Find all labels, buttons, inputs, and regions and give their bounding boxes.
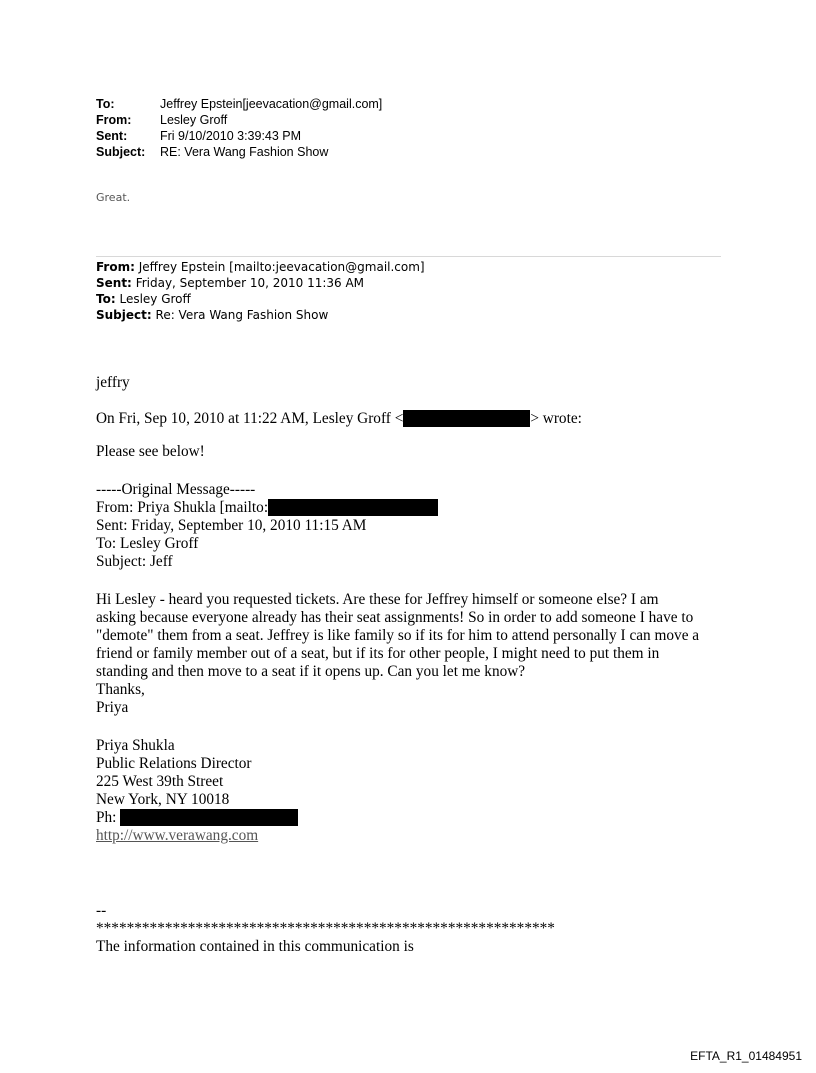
body-line: friend or family member out of a seat, but if its for other people, I might need to put them in: [96, 645, 660, 662]
fwd-subject-value: Re: Vera Wang Fashion Show: [155, 308, 329, 322]
reply-body: Great.: [96, 191, 131, 204]
website-link[interactable]: http://www.verawang.com: [96, 827, 259, 844]
to-label: To:: [96, 97, 115, 111]
orig-from: From: Priya Shukla [mailto:: [96, 499, 269, 516]
body-line: standing and then move to a seat if it opens up. Can you let me know?: [96, 663, 526, 680]
header-subject-row: [96, 144, 382, 160]
subject-value: RE: Vera Wang Fashion Show: [160, 145, 329, 159]
body-line: "demote" them from a seat. Jeffrey is like family so if its for him to attend personally I can move a: [96, 627, 700, 644]
original-message-header: [96, 481, 438, 571]
forwarded-header: [96, 259, 425, 323]
body-line: Priya: [96, 699, 129, 716]
subject-label: Subject:: [96, 145, 146, 159]
from-value: Lesley Groff: [160, 113, 228, 127]
signature-block: [96, 737, 298, 845]
signature-line: 225 West 39th Street: [96, 773, 224, 790]
header-to-row: [96, 96, 382, 112]
fwd-subject-row: [96, 307, 425, 323]
orig-from-row: [96, 499, 438, 517]
original-marker: -----Original Message-----: [96, 481, 256, 498]
separator-stars: ************************************************************: [96, 920, 555, 937]
fwd-subject-label: Subject:: [96, 308, 152, 322]
please-see-text: Please see below!: [96, 443, 205, 460]
orig-to: To: Lesley Groff: [96, 535, 199, 552]
fwd-sent-label: Sent:: [96, 276, 132, 290]
sent-label: Sent:: [96, 129, 128, 143]
disclaimer-text: The information contained in this communication is: [96, 938, 414, 955]
email-header: [96, 96, 382, 160]
fwd-sent-row: [96, 275, 425, 291]
body-line: asking because everyone already has their seat assignments! So in order to add someone I have to: [96, 609, 694, 626]
signature-line: Priya Shukla: [96, 737, 175, 754]
quote-intro: [96, 410, 582, 428]
fwd-sent-value: Friday, September 10, 2010 11:36 AM: [135, 276, 365, 290]
phone-label: Ph:: [96, 809, 117, 826]
original-body: [96, 591, 699, 717]
from-label: From:: [96, 113, 132, 127]
document-id: EFTA_R1_01484951: [690, 1049, 802, 1063]
redaction-block: [268, 499, 438, 516]
redaction-block: [403, 410, 530, 427]
signature-line: Public Relations Director: [96, 755, 252, 772]
fwd-from-label: From:: [96, 260, 135, 274]
redaction-block: [120, 809, 298, 826]
sent-value: Fri 9/10/2010 3:39:43 PM: [160, 129, 302, 143]
fwd-to-value: Lesley Groff: [119, 292, 191, 306]
quote-intro-before: On Fri, Sep 10, 2010 at 11:22 AM, Lesley Groff <: [96, 410, 404, 427]
disclaimer-block: [96, 902, 555, 956]
to-value: Jeffrey Epstein[jeevacation@gmail.com]: [160, 97, 383, 111]
fwd-from-value: Jeffrey Epstein [mailto:jeevacation@gmail.com]: [138, 260, 425, 274]
fwd-to-row: [96, 291, 425, 307]
separator-dashes: --: [96, 902, 107, 919]
fwd-to-label: To:: [96, 292, 116, 306]
fwd-from-row: [96, 259, 425, 275]
phone-row: [96, 809, 298, 827]
quote-intro-after: > wrote:: [530, 410, 582, 427]
header-from-row: [96, 112, 382, 128]
signature-line: New York, NY 10018: [96, 791, 230, 808]
orig-subject: Subject: Jeff: [96, 553, 173, 570]
header-sent-row: [96, 128, 382, 144]
divider: [96, 256, 721, 257]
signoff-text: jeffry: [96, 374, 130, 391]
body-line: Thanks,: [96, 681, 145, 698]
body-line: Hi Lesley - heard you requested tickets. Are these for Jeffrey himself or someone else? I am: [96, 591, 659, 608]
orig-sent: Sent: Friday, September 10, 2010 11:15 AM: [96, 517, 367, 534]
